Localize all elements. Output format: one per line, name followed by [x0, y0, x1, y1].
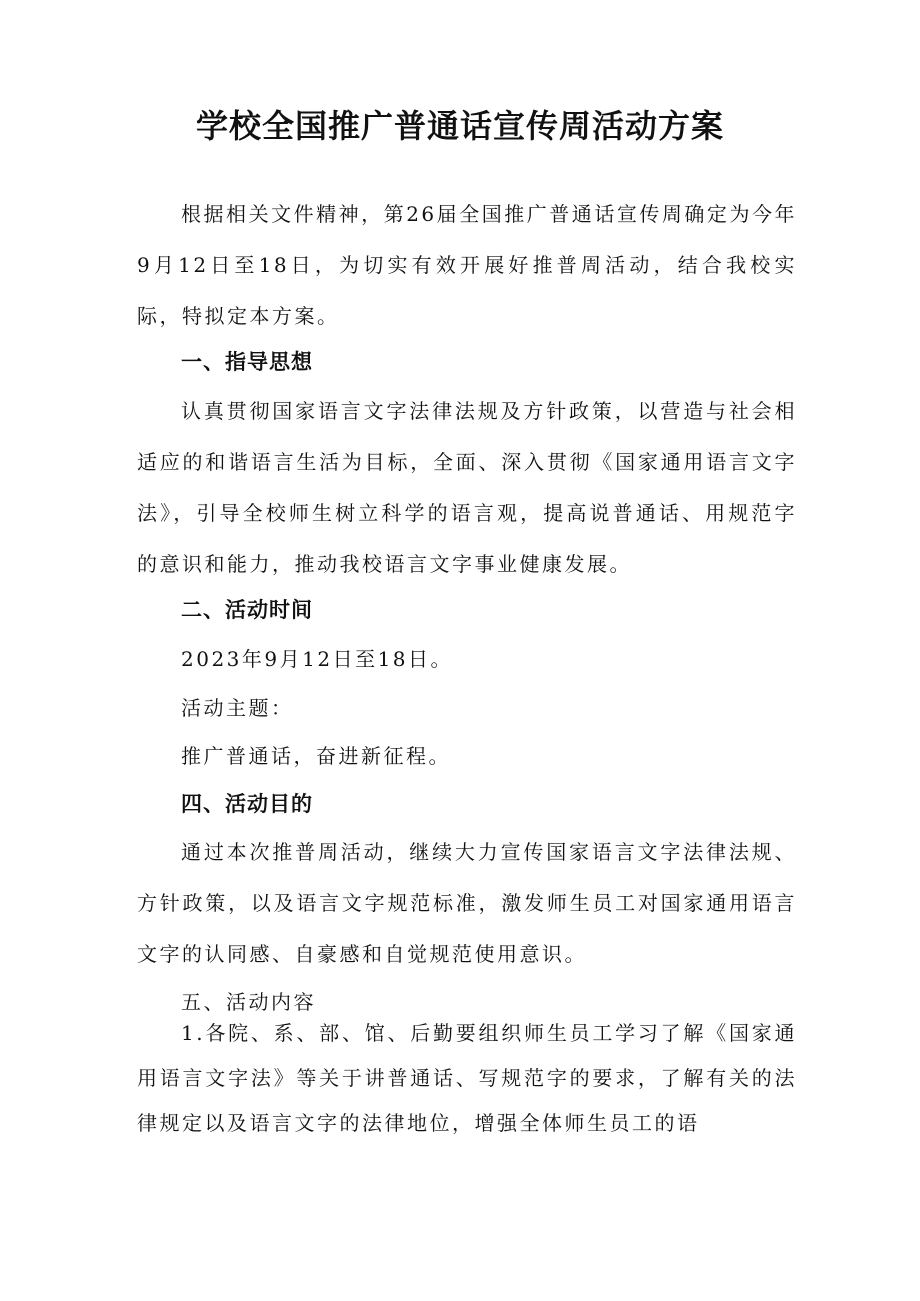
intro-paragraph: 根据相关文件精神，第26届全国推广普通话宣传周确定为今年9月12日至18日，为切实有效开展好推普周活动，结合我校实际，特拟定本方案。 [137, 202, 797, 328]
activity-content-item-1: 1.各院、系、部、馆、后勤要组织师生员工学习了解《国家通用语言文字法》等关于讲普通话、写规范字的要求，了解有关的法律规定以及语言文字的法律地位，增强全体师生员工的语 [137, 1021, 797, 1135]
activity-theme-label: 活动主题： [181, 696, 294, 720]
section-heading-activity-time: 二、活动时间 [181, 598, 313, 622]
section-heading-activity-purpose: 四、活动目的 [181, 792, 313, 816]
activity-date: 2023年9月12日至18日。 [181, 647, 454, 671]
document-title: 学校全国推广普通话宣传周活动方案 [195, 107, 724, 145]
activity-theme: 推广普通话，奋进新征程。 [181, 744, 451, 768]
section-body-guiding-ideology: 认真贯彻国家语言文字法律法规及方针政策，以营造与社会相适应的和谐语言生活为目标，全面、深入贯彻《国家通用语言文字法》，引导全校师生树立科学的语言观，提高说普通话、用规范字的意识和能力，推动我校语言文字事业健康发展。 [137, 399, 797, 576]
section-heading-activity-content: 五、活动内容 [181, 990, 316, 1014]
section-heading-guiding-ideology: 一、指导思想 [181, 350, 313, 374]
section-body-activity-purpose: 通过本次推普周活动，继续大力宣传国家语言文字法律法规、方针政策，以及语言文字规范标准，激发师生员工对国家通用语言文字的认同感、自豪感和自觉规范使用意识。 [137, 840, 797, 966]
